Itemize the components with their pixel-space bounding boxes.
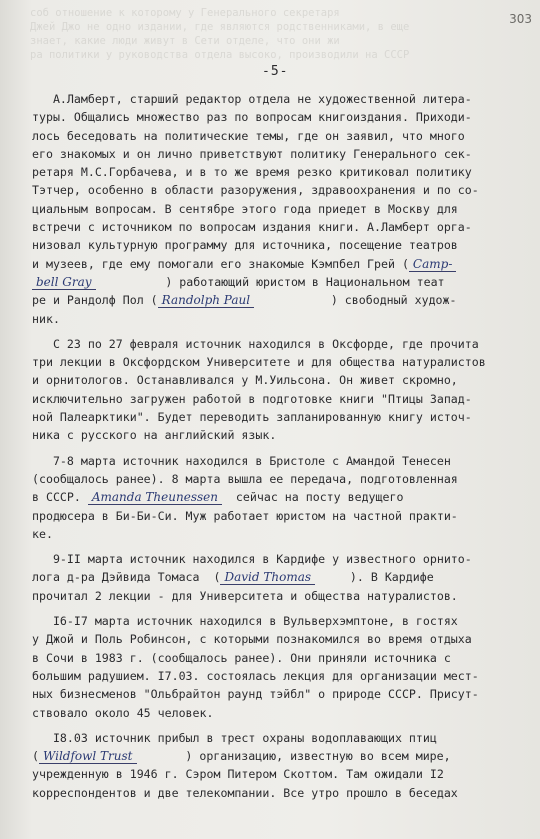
text-line — [32, 452, 537, 470]
typed-text: I8.03 источник прибыл в трест охраны водоплавающих птиц — [32, 730, 437, 745]
typed-text: ствовало около 45 человек. — [32, 705, 214, 720]
text-line — [32, 747, 537, 765]
typed-text: лось беседовать на политические темы, где он заявил, что много — [32, 128, 465, 143]
text-line — [32, 108, 537, 126]
typed-text: ). В Кардифе — [315, 570, 434, 585]
text-line — [32, 390, 537, 408]
typed-text: ных бизнесменов "Ольбрайтон раунд тэйбл" о природе СССР. Присут- — [32, 687, 479, 702]
typed-text: учрежденную в 1946 г. Сэром Питером Скоттом. Там ожидали I2 — [32, 767, 444, 782]
text-line — [32, 145, 537, 163]
typed-text: в Сочи в 1983 г. (сообщалось ранее). Они приняли источника с — [32, 650, 451, 665]
text-line — [32, 273, 537, 291]
typed-text: корреспондентов и две телекомпании. Все утро прошло в беседах — [32, 785, 458, 800]
text-line — [32, 704, 537, 722]
typed-text: 9-II марта источник находился в Кардифе у известного орнито- — [32, 552, 472, 567]
typed-text: лога д-ра Дэйвида Томаса ( — [32, 570, 221, 585]
bleed-through-line: ра политики у руководства отдела высоко, производили на СССР — [30, 49, 410, 61]
paragraph — [32, 729, 537, 802]
text-line — [32, 236, 537, 254]
typed-text: три лекции в Оксфордском Университете и для общества натуралистов — [32, 355, 486, 370]
bleed-through-line: знает, какие люди живут в Сети отделе, что они жи — [30, 35, 340, 47]
typed-text: сейчас на посту ведущего — [221, 490, 404, 505]
typed-text: у Джой и Поль Робинсон, с которыми познакомился во время отдыха — [32, 632, 472, 647]
text-line — [32, 163, 537, 181]
typed-text: ной Палеарктики". Будет переводить запланированную книгу источ- — [32, 410, 472, 425]
handwritten-name: David Thomas — [220, 570, 315, 585]
text-line — [32, 470, 537, 488]
text-line — [32, 218, 537, 236]
typed-text: ретаря М.С.Горбачева, и в то же время резко критиковал политику — [32, 165, 472, 180]
typed-text: продюсера в Би-Би-Си. Муж работает юристом на частной практи- — [32, 508, 458, 523]
text-line — [32, 426, 537, 444]
handwritten-name: Camp- — [409, 257, 456, 272]
text-line — [32, 255, 537, 273]
typed-text: ) работающий юристом в Национальном теат — [95, 274, 445, 289]
text-line — [32, 568, 537, 586]
text-line — [32, 784, 537, 802]
text-line — [32, 200, 537, 218]
typed-text: большим радушием. I7.03. состоялась лекция для организации мест- — [32, 668, 479, 683]
typed-text: А.Ламберт, старший редактор отдела не художественной литера- — [32, 92, 472, 106]
text-line — [32, 507, 537, 525]
typed-text: (сообщалось ранее). 8 марта вышла ее передача, подготовленная — [32, 471, 458, 486]
text-line — [32, 371, 537, 389]
text-line — [32, 765, 537, 783]
typed-text: ке. — [32, 526, 53, 541]
paragraph — [32, 612, 537, 722]
typed-text: I6-I7 марта источник находился в Вульверхэмптоне, в гостях — [32, 614, 458, 629]
typed-text: С 23 по 27 февраля источник находился в Оксфорде, где прочита — [32, 336, 479, 351]
text-line — [32, 408, 537, 426]
typed-text: и музеев, где ему помогали его знакомые Кэмпбел Грей ( — [32, 256, 409, 271]
text-line — [32, 649, 537, 667]
typed-text: исключительно загружен работой в подготовке книги "Птицы Запад- — [32, 391, 472, 406]
text-line — [32, 353, 537, 371]
handwritten-name: bell Gray — [32, 275, 96, 290]
text-line — [32, 335, 537, 353]
text-line — [32, 729, 537, 747]
text-line — [32, 525, 537, 543]
text-line — [32, 291, 537, 309]
text-line — [32, 310, 537, 328]
page-number: -5- — [262, 64, 289, 79]
text-line — [32, 630, 537, 648]
handwritten-name: Randolph Paul — [158, 293, 254, 308]
text-line — [32, 127, 537, 145]
typed-text: и орнитологов. Останавливался у М.Уильсона. Он живет скромно, — [32, 373, 458, 388]
typed-text: ) свободный худож- — [254, 293, 457, 308]
text-line — [32, 550, 537, 568]
handwritten-name: Amanda Theunessen — [88, 490, 222, 505]
typed-text: ) организацию, известную во всем мире, — [136, 749, 451, 764]
typed-text: прочитал 2 лекции - для Университета и общества натуралистов. — [32, 588, 458, 603]
text-line — [32, 181, 537, 199]
typed-text: Тэтчер, особенно в области разоружения, здравоохранения и по со- — [32, 183, 479, 198]
text-line — [32, 90, 537, 108]
typed-text: ника с русского на английский язык. — [32, 428, 277, 443]
typed-text: встречи с источником по вопросам издания книги. А.Ламберт орга- — [32, 220, 472, 235]
typed-text: ( — [32, 749, 39, 764]
typed-text: ник. — [32, 311, 60, 326]
body-text — [32, 90, 537, 802]
folio-number: 303 — [509, 12, 532, 26]
paragraph — [32, 90, 537, 328]
text-line — [32, 488, 537, 506]
typed-text: его знакомых и он лично приветствуют политику Генерального сек- — [32, 146, 472, 161]
paragraph — [32, 335, 537, 445]
handwritten-name: Wildfowl Trust — [39, 749, 137, 764]
paragraph — [32, 550, 537, 605]
paragraph — [32, 452, 537, 543]
typed-text: туры. Общались множество раз по вопросам книгоиздания. Приходи- — [32, 110, 472, 125]
text-line — [32, 667, 537, 685]
bleed-through-line: соб отношение к которому у Генерального секретаря — [30, 7, 340, 19]
text-line — [32, 685, 537, 703]
typed-text: ре и Рандолф Пол ( — [32, 293, 158, 308]
typed-text: низовал культурную программу для источника, посещение театров — [32, 238, 458, 253]
typed-text: в СССР. — [32, 490, 88, 505]
typed-text: циальным вопросам. В сентябре этого года приедет в Москву для — [32, 201, 458, 216]
typed-text: 7-8 марта источник находился в Бристоле с Амандой Тенесен — [32, 453, 451, 468]
text-line — [32, 587, 537, 605]
text-line — [32, 612, 537, 630]
bleed-through-line: Джей Джо не одно издании, где являются родственниками, в еще — [30, 21, 410, 33]
